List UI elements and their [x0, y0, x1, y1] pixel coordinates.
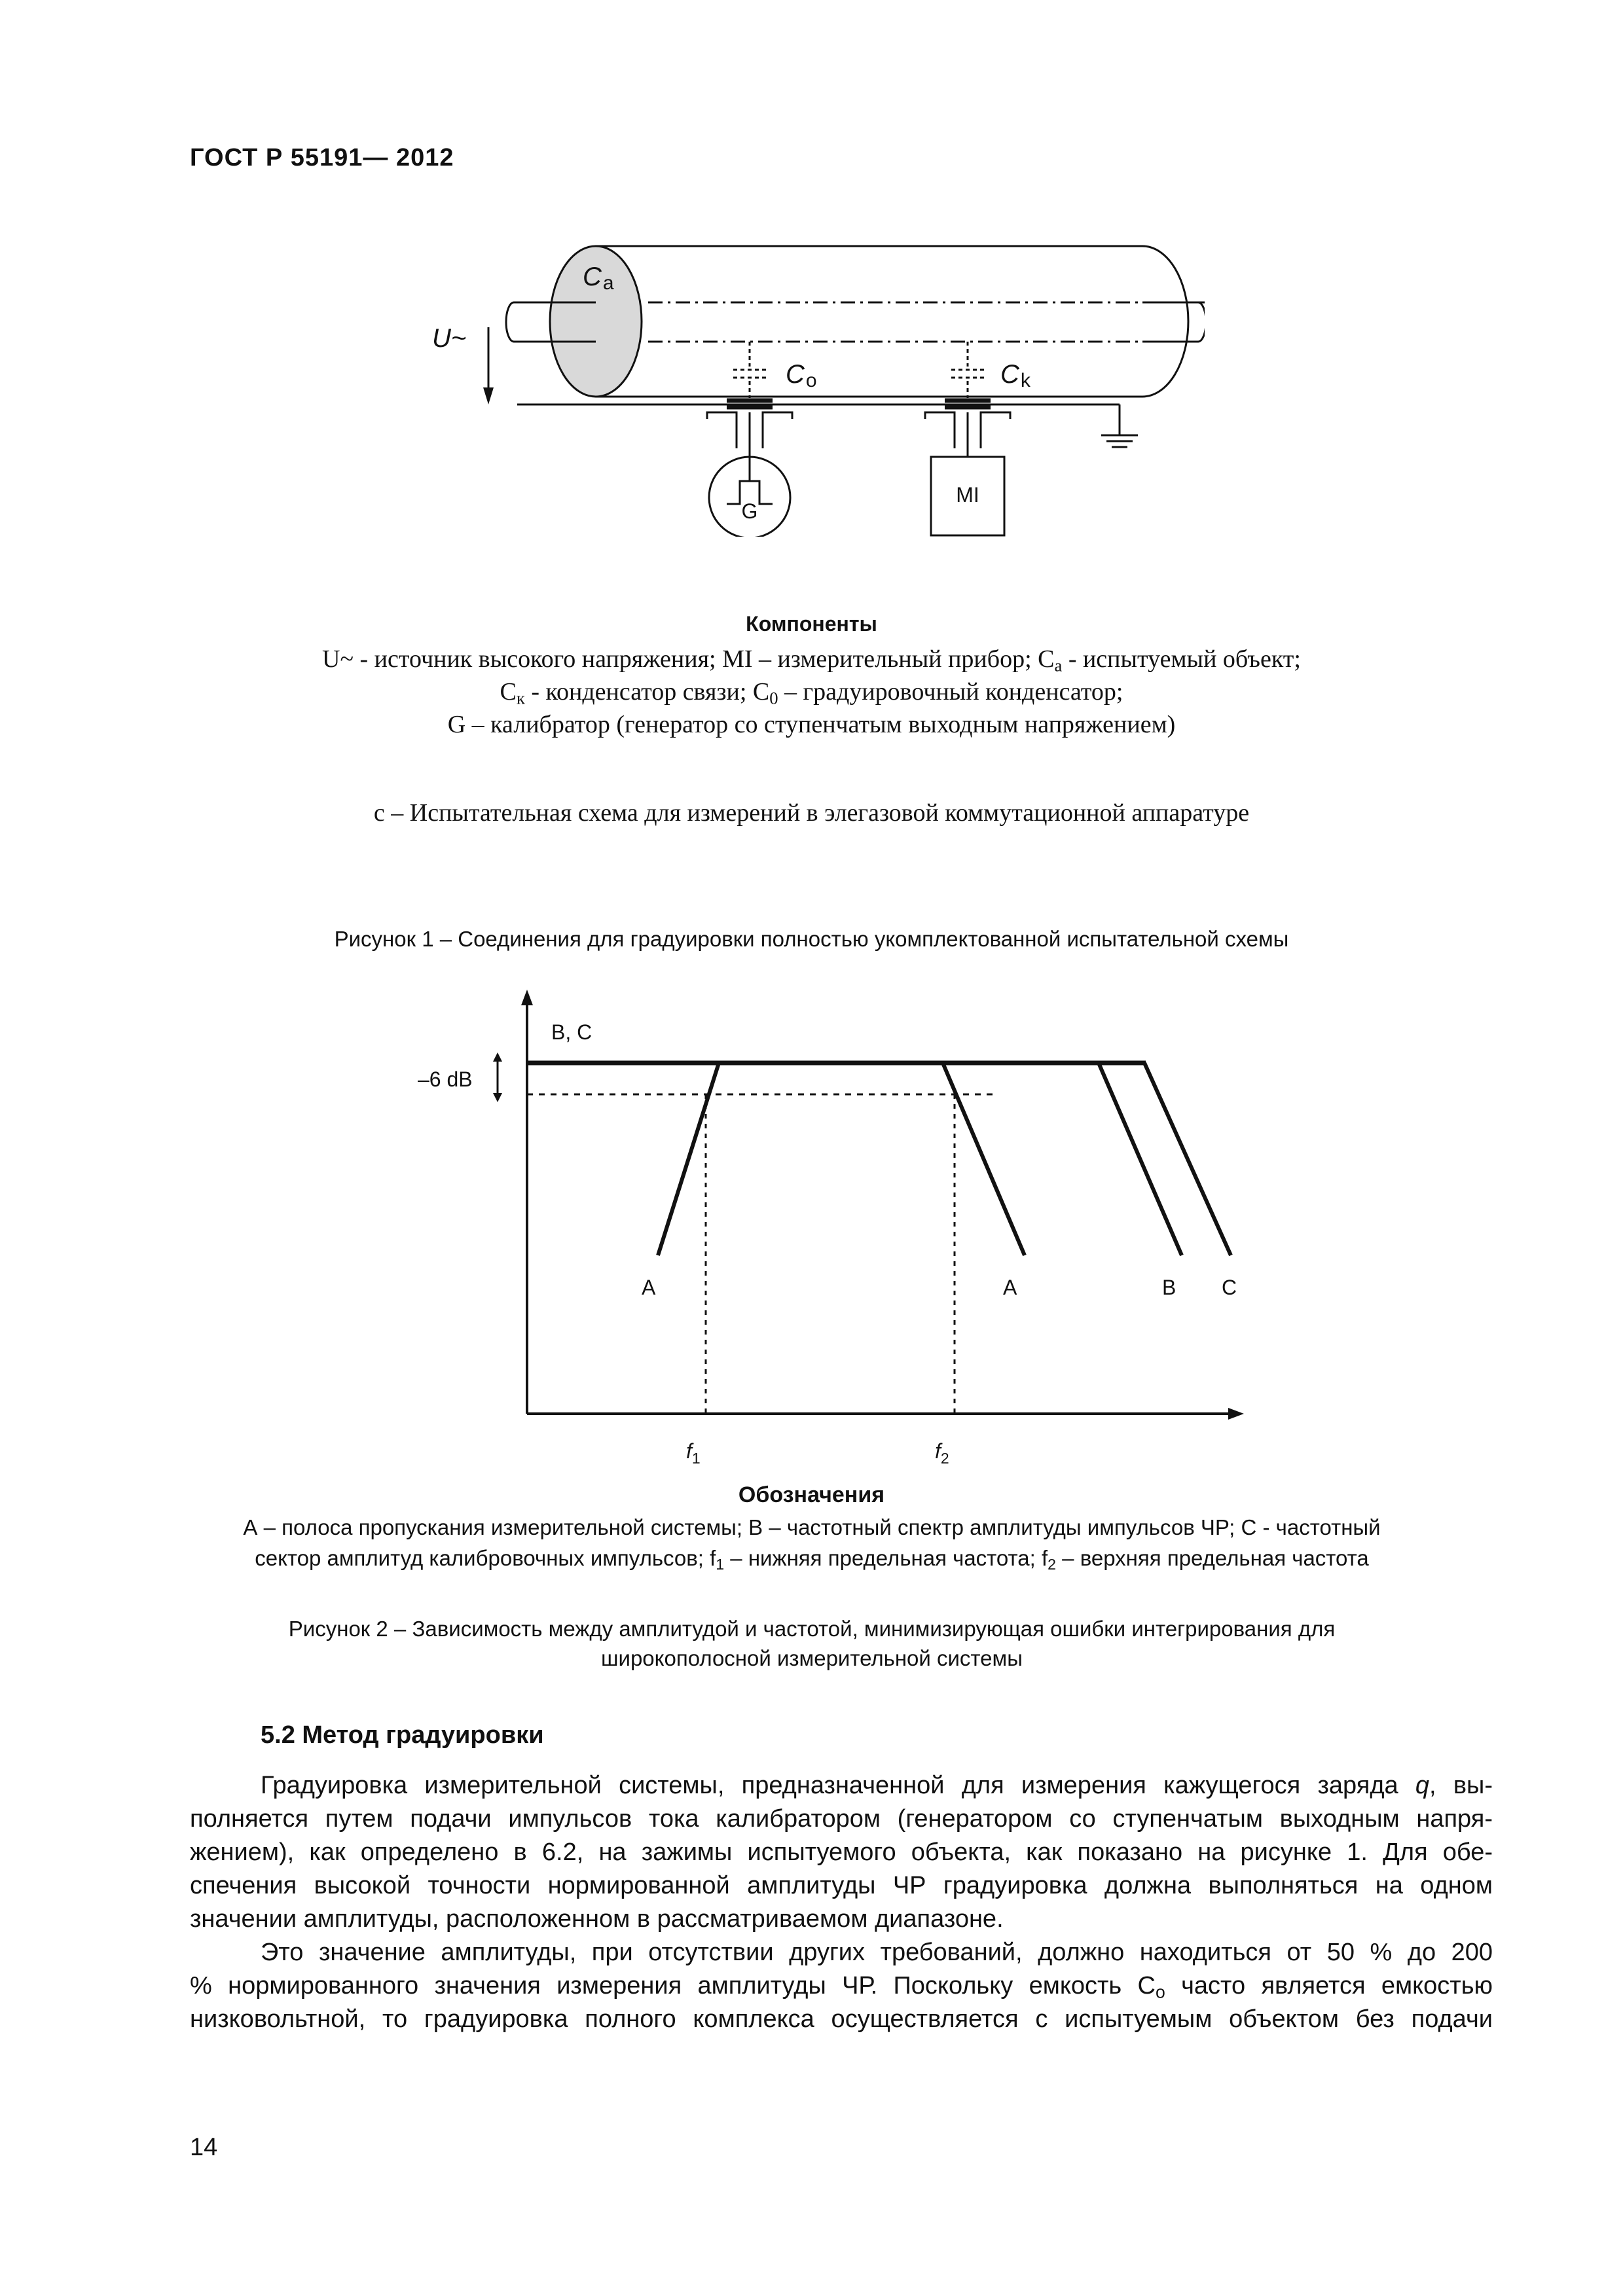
label-b: B	[1162, 1276, 1176, 1299]
f2-label: $f_2$	[935, 1439, 949, 1467]
passband-lower-edge	[658, 1063, 719, 1255]
notation-line-1: А – полоса пропускания измерительной системы; В – частотный спектр амплитуды импульсов ЧР; С - частотный	[243, 1515, 1381, 1539]
enclosure-body	[596, 246, 1188, 397]
components-line-2: $C_к$ - конденсатор связи; $C_0$ – градуировочный конденсатор;	[500, 678, 1123, 708]
paragraph-line: жением), как определено в 6.2, на зажимы испытуемого объекта, как показано на рисунке 1. Для обе-	[190, 1839, 1493, 1866]
db-label: –6 dB	[418, 1067, 473, 1091]
paragraph-line: спечения высокой точности нормированной амплитуды ЧР градуировка должна выполняться на одном	[190, 1872, 1493, 1899]
ck-flange-left	[925, 412, 955, 448]
co-flange-right	[763, 412, 792, 448]
paragraph-line: полняется путем подачи импульсов тока калибратором (генератором со ступенчатым выходным напря-	[190, 1805, 1493, 1833]
co-label: Co	[786, 360, 817, 391]
components-line-1: U~ - источник высокого напряжения; MI – измерительный прибор; $C_a$ - испытуемый объект;	[322, 645, 1301, 675]
notation-line-2: сектор амплитуд калибровочных импульсов; $f_1$ – нижняя предельная частота; $f_2$ – верхняя предельная частота	[255, 1546, 1369, 1573]
label-a-left: A	[642, 1276, 656, 1299]
paragraph-line: низковольтной, то градуировка полного комплекса осуществляется с испытуемым объектом без подачи	[190, 2005, 1493, 2033]
components-title: Компоненты	[746, 612, 877, 636]
figure2-diagram	[393, 982, 1309, 1479]
label-c: C	[1222, 1276, 1237, 1299]
spectrum-c-edge	[1144, 1063, 1231, 1255]
f1-label: $f_1$	[686, 1439, 701, 1467]
label-a-right: A	[1003, 1276, 1017, 1299]
x-axis-arrowhead	[1228, 1408, 1244, 1420]
figure1-circuit-diagram	[393, 223, 1205, 537]
y-axis-label: B, C	[551, 1020, 593, 1044]
ca-label: Ca	[583, 262, 614, 294]
section-heading: 5.2 Метод градуировки	[261, 1721, 544, 1749]
ck-label: Ck	[1000, 360, 1030, 391]
y-axis-arrowhead	[521, 990, 533, 1005]
conductor-right-end	[1162, 302, 1205, 342]
document-header: ГОСТ Р 55191— 2012	[190, 144, 454, 171]
co-flange-left	[707, 412, 737, 448]
spectrum-b-edge	[1099, 1063, 1182, 1255]
figure1-caption: Рисунок 1 – Соединения для градуировки полностью укомплектованной испытательной схемы	[334, 927, 1289, 951]
mi-label: MI	[956, 483, 979, 507]
u-label: U~	[432, 324, 467, 353]
paragraph-line: значении амплитуды, расположенном в рассматриваемом диапазоне.	[190, 1905, 1004, 1933]
figure2-caption-line-2: широкополосной измерительной системы	[601, 1646, 1023, 1670]
ck-flange-right	[981, 412, 1010, 448]
components-line-3: G – калибратор (генератор со ступенчатым выходным напряжением)	[447, 711, 1176, 738]
voltage-arrow-head	[483, 387, 494, 404]
paragraph-line: % нормированного значения измерения амплитуды ЧР. Поскольку емкость $С_о$ часто является емкостью	[190, 1972, 1493, 2002]
figure1-subcaption: с – Испытательная схема для измерений в элегазовой коммутационной аппаратуре	[373, 799, 1250, 827]
page-number: 14	[190, 2134, 218, 2161]
notation-title: Обозначения	[738, 1482, 885, 1507]
paragraph-line: Это значение амплитуды, при отсутствии других требований, должно находиться от 50 % до 200	[261, 1939, 1493, 1966]
g-label: G	[741, 499, 758, 523]
paragraph-line: Градуировка измерительной системы, предназначенной для измерения кажущегося заряда q, вы-	[261, 1772, 1493, 1799]
figure2-caption-line-1: Рисунок 2 – Зависимость между амплитудой и частотой, минимизирующая ошибки интегрирования для	[288, 1617, 1336, 1641]
